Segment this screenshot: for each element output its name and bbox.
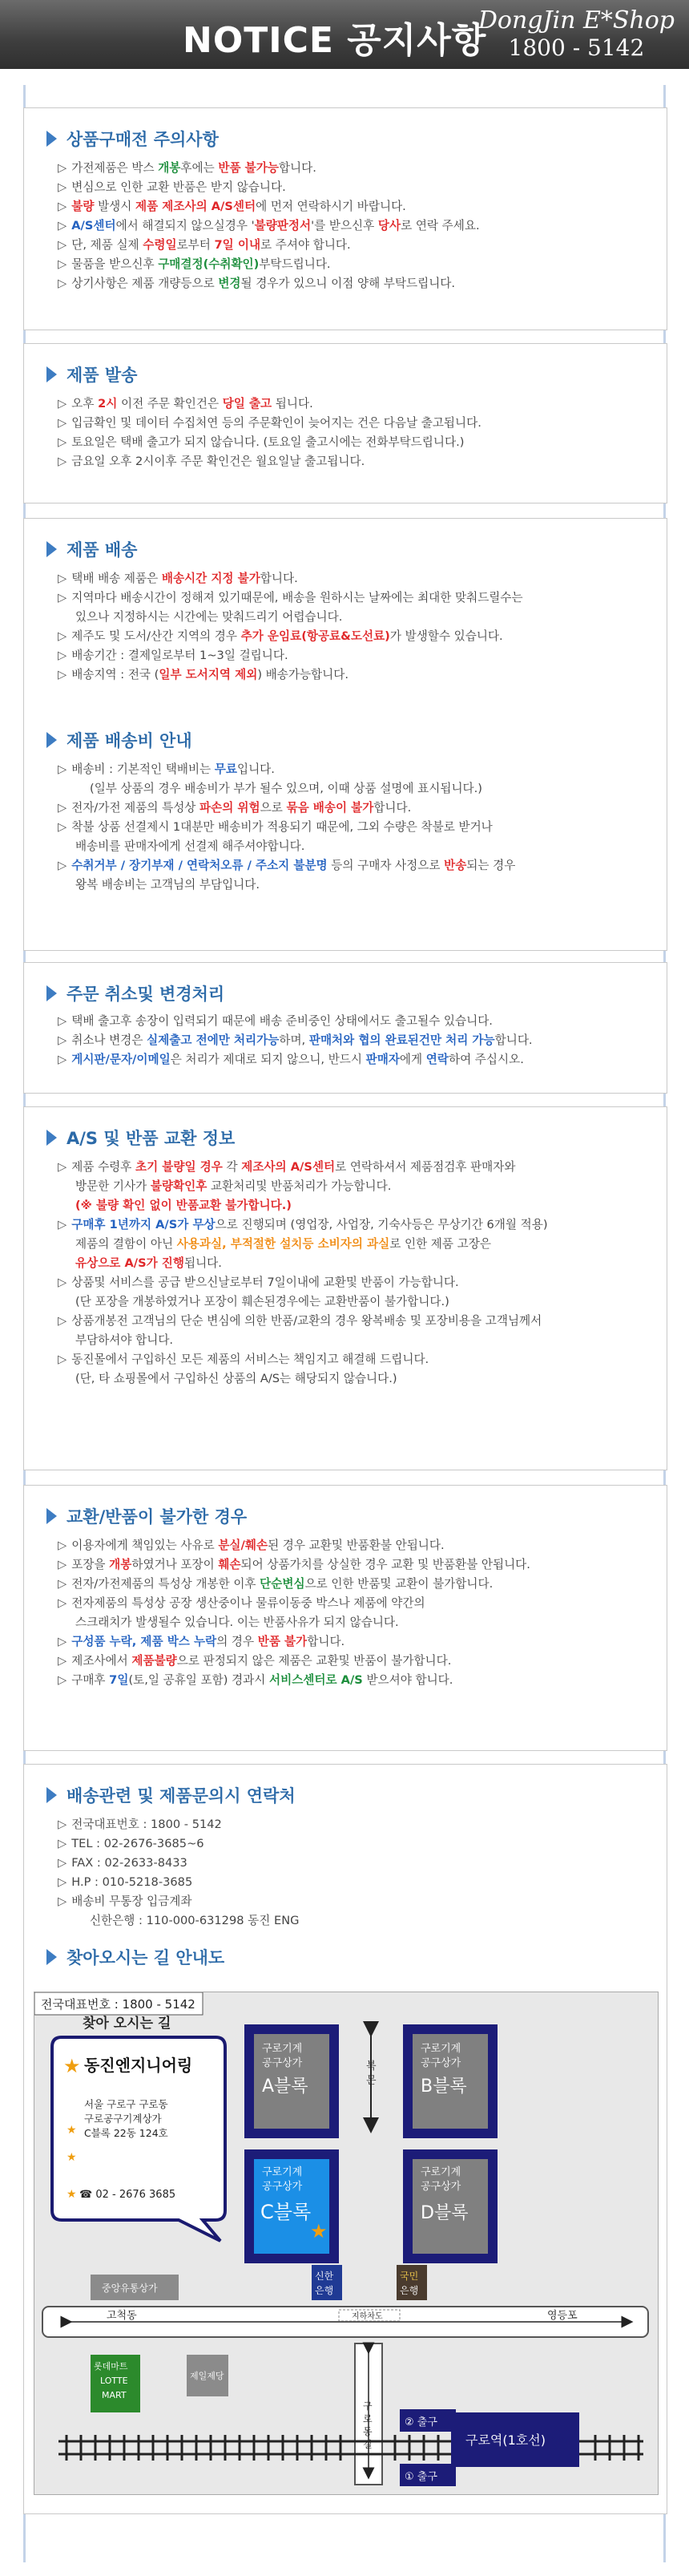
notice-text: 구매후 1년까지 A/S가 무상 [71,1218,216,1231]
notice-line [58,1350,548,1369]
notice-text: 하여 주십시오. [448,1053,524,1066]
notice-text: 서비스센터로 A/S [269,1673,363,1687]
notice-line [58,216,480,236]
notice-text: 배송비를 판매자에게 선결제 해주셔야합니다. [75,839,305,853]
star-icon: ★ [63,2055,81,2077]
notice-text: 사용과실, 부적절한 설치등 소비자의 과실 [176,1237,390,1251]
notice-line [58,1613,530,1632]
guro-road-label-1: 구 [363,2400,373,2412]
page-title: NOTICE 공지사항 [183,20,487,61]
notice-line [58,178,480,197]
bullet-arrow-icon: ▷ [58,1635,67,1648]
notice-text: 수령일 [143,238,177,252]
notice-text: 있으나 지정하시는 시간에는 맞춰드리기 어렵습니다. [75,610,343,624]
bullet-arrow-icon: ▷ [58,591,67,605]
notice-line [58,588,523,608]
road-label-yeongdeungpo: 영등포 [547,2310,578,2322]
block-a-small-1: 구로기계 [262,2043,303,2055]
bank-kookmin-label-2: 은행 [400,2285,419,2296]
small-star-icon: ★ [66,2124,77,2137]
map-phone-label: 전국대표번호 : 1800 - 5142 [41,1997,195,2012]
section-title-directions: 찾아오시는 길 안내도 [46,1945,224,1969]
notice-line [58,394,481,414]
bullet-arrow-icon: ▷ [58,180,67,194]
bullet-arrow-icon: ▷ [58,1875,67,1889]
notice-line [58,646,523,665]
notice-text: 으로 판정되지 않은 제품은 교환및 반품이 불가합니다. [176,1654,452,1668]
section-title-shipping-fee: 제품 배송비 안내 [46,728,192,752]
section-title-cancel: 주문 취소및 변경처리 [46,981,224,1005]
bank-kookmin-label-1: 국민 [400,2271,419,2282]
notice-text: 하였거나 포장이 [131,1558,219,1571]
notice-text: 입금확인 및 데이터 수집처연 등의 주문확인이 늦어지는 건은 다음날 출고됩니다. [71,416,481,430]
bullet-arrow-icon: ▷ [58,219,67,233]
triangle-icon [46,1787,57,1803]
notice-text: 반품 불가 [257,1635,308,1648]
section-lines-as [58,1158,548,1389]
notice-text: 전자/가전 제품의 특성상 [71,801,200,815]
notice-text: 가 발생할수 있습니다. [389,629,503,643]
notice-line [58,1235,548,1254]
notice-text: 합니다. [373,801,412,815]
notice-text: FAX : 02-2633-8433 [71,1856,187,1870]
bullet-arrow-icon: ▷ [58,1539,67,1552]
notice-line [58,1369,548,1389]
notice-text: 토요일은 택배 출고가 되지 않습니다. (토요일 출고시에는 전화부탁드립니다.) [71,435,465,449]
notice-line [58,1196,548,1215]
notice-text: A/S센터 [71,219,116,233]
bullet-arrow-icon: ▷ [58,1577,67,1591]
triangle-icon [46,1508,57,1524]
notice-line [58,452,481,471]
notice-line [58,569,523,588]
lotte-label-2: LOTTE [100,2376,128,2386]
bullet-arrow-icon: ▷ [58,572,67,585]
notice-text: 파손의 위험 [199,801,260,815]
notice-line [58,665,523,685]
company-name: 동진엔지니어링 [84,2056,193,2075]
notice-line [58,627,523,646]
bullet-arrow-icon: ▷ [58,629,67,643]
guro-road-label-3: 동 [363,2426,373,2437]
notice-text: 합니다. [307,1635,345,1648]
notice-line [58,1215,548,1235]
notice-text: 게시판/문자/이메일 [71,1053,171,1066]
bank-shinhan-label-1: 신한 [315,2271,334,2282]
notice-text: 되는 경우 [466,859,516,872]
notice-text: 동진몰에서 구입하신 모든 제품의 서비스는 책임지고 해결해 드립니다. [71,1353,429,1366]
notice-text: 합니다. [278,161,316,175]
bullet-arrow-icon: ▷ [58,859,67,872]
directions-map [34,1992,659,2495]
location-star-icon: ★ [310,2220,328,2242]
brand-phone: 1800 - 5142 [508,34,645,61]
notice-text: H.P : 010-5218-3685 [71,1875,193,1889]
header-bar [0,0,689,69]
bullet-arrow-icon: ▷ [58,1353,67,1366]
section-title-no-return: 교환/반품이 불가한 경우 [46,1504,247,1528]
notice-line [58,1575,530,1594]
notice-line [58,1292,548,1312]
notice-text: 변심으로 인한 교환 반품은 받지 않습니다. [71,180,286,194]
notice-text: 전자/가전제품의 특성상 개봉한 이후 [71,1577,260,1591]
bullet-arrow-icon: ▷ [58,238,67,252]
notice-text: 오후 [71,397,99,410]
notice-text: 취소나 변경은 [71,1033,147,1047]
notice-line [58,236,480,255]
company-address-1: 서울 구로구 구로동 [84,2098,168,2110]
notice-line [58,1555,530,1575]
notice-text: 합니다. [494,1033,533,1047]
notice-line [58,608,523,627]
notice-text: 지역마다 배송시간이 정해져 있기때문에, 배송을 원하시는 날짜에는 최대한 맞춰드릴수는 [71,591,523,605]
section-title-precautions: 상품구매전 주의사항 [46,127,219,151]
bullet-arrow-icon: ▷ [58,455,67,468]
bullet-arrow-icon: ▷ [58,416,67,430]
triangle-icon [46,1130,57,1146]
section-lines-dispatch [58,394,481,471]
notice-text: 됩니다. [183,1256,222,1270]
block-b-label: B블록 [421,2077,467,2097]
section-lines-cancel [58,1012,533,1070]
bullet-arrow-icon: ▷ [58,1160,67,1174]
notice-text: 7일 [109,1673,129,1687]
notice-line [58,1911,299,1931]
notice-text: 제품불량 [131,1654,177,1668]
bullet-arrow-icon: ▷ [58,762,67,776]
block-b-small-2: 공구상가 [421,2057,461,2069]
bullet-arrow-icon: ▷ [58,1856,67,1870]
bullet-arrow-icon: ▷ [58,820,67,834]
cheiljedang-label: 제일제당 [190,2371,224,2381]
notice-text: 불량확인후 [150,1179,208,1193]
bullet-arrow-icon: ▷ [58,1014,67,1028]
bullet-arrow-icon: ▷ [58,1033,67,1047]
notice-line [58,1012,533,1031]
notice-text: 배송비 무통장 입금계좌 [71,1895,192,1908]
notice-text: 배송기간 : 결제일로부터 1~3일 걸립니다. [71,649,288,662]
building-jungang-label: 중앙유통상가 [102,2283,158,2294]
notice-line [58,255,480,274]
company-address-2: 구로공구기계상가 [84,2113,162,2125]
north-gate-label-1: 북 [366,2060,377,2073]
notice-line [58,159,480,178]
notice-text: 등의 구매자 사정으로 [327,859,445,872]
block-d-small-2: 공구상가 [421,2181,461,2193]
notice-line [58,760,515,779]
notice-text: 물품을 받으신후 [71,257,159,271]
bullet-arrow-icon: ▷ [58,257,67,271]
section-lines-shipping-fee [58,760,515,895]
bullet-arrow-icon: ▷ [58,1895,67,1908]
block-c-small-2: 공구상가 [262,2181,303,2193]
underpass-label: 지하차도 [352,2312,383,2321]
section-lines-contact [58,1815,299,1931]
notice-text: 불량 [71,200,95,213]
block-c-label: C블록 [260,2201,312,2223]
brand-name: DongJin E*Shop [477,6,675,34]
section-lines-delivery [58,569,523,685]
notice-text: 묶음 배송이 불가 [286,801,374,815]
notice-text: TEL : 02-2676-3685~6 [71,1837,204,1850]
notice-line [58,1652,530,1671]
notice-line [58,1273,548,1292]
notice-line [58,837,515,856]
notice-text: 반품 불가능 [218,161,279,175]
notice-line [58,1892,299,1911]
notice-line [58,1050,533,1070]
notice-text: 배송비 : 기본적인 택배비는 [71,762,215,776]
directions-heading: 찾아 오시는 길 [83,2016,171,2032]
block-a-small-2: 공구상가 [262,2057,303,2069]
notice-text: 가전제품은 박스 [71,161,159,175]
bullet-arrow-icon: ▷ [58,1654,67,1668]
notice-text: 되어 상품가치를 상실한 경우 교환 및 반품환불 안됩니다. [240,1558,530,1571]
guro-road-label-2: 로 [363,2413,373,2424]
notice-text: 은 처리가 제대로 되지 않으니, 반드시 [170,1053,366,1066]
section-title-contact: 배송관련 및 제품문의시 연락처 [46,1783,296,1807]
bullet-arrow-icon: ▷ [58,668,67,681]
notice-text: 배송지역 : 전국 ( [71,668,159,681]
notice-text: 변경 [218,277,241,290]
bullet-arrow-icon: ▷ [58,1673,67,1687]
notice-text: 제조사의 A/S센터 [241,1160,336,1174]
lotte-label-3: MART [102,2390,127,2400]
notice-line [58,1031,533,1050]
notice-text: 로 주셔야 합니다. [260,238,351,252]
guro-station-label: 구로역(1호선) [465,2432,546,2448]
notice-text: (토,일 공휴일 포함) 경과시 [128,1673,269,1687]
notice-text: 금요일 오후 2시이후 주문 확인건은 월요일날 출고됩니다. [71,455,365,468]
notice-text: 개봉 [158,161,181,175]
bullet-arrow-icon: ▷ [58,1837,67,1850]
notice-line [58,799,515,818]
notice-line [58,274,480,293]
notice-text: 신한은행 : 110-000-631298 동진 ENG [90,1914,300,1927]
notice-text: 로 인한 제품 고장은 [389,1237,491,1251]
block-b-small-1: 구로기계 [421,2043,461,2055]
notice-line [58,1177,548,1196]
company-tel: ☎ 02 - 2676 3685 [79,2189,176,2201]
notice-text: 로부터 [176,238,215,252]
notice-line [58,433,481,452]
notice-text: 으로 [260,801,287,815]
notice-text: 받으셔야 합니다. [362,1673,453,1687]
notice-text: 실제출고 전에만 처리가능 [147,1033,280,1047]
notice-line [58,856,515,876]
notice-text: 으로 인한 반품및 교환이 불가합니다. [304,1577,494,1591]
notice-line [58,1331,548,1350]
triangle-icon [46,1949,57,1965]
notice-text: (단, 타 쇼핑몰에서 구입하신 상품의 A/S는 해당되지 않습니다.) [75,1372,397,1385]
notice-text: 유상으로 A/S가 진행 [75,1256,184,1270]
guro-road-label-4: 길 [363,2439,373,2450]
notice-text: 제주도 및 도서/산간 지역의 경우 [71,629,241,643]
bullet-arrow-icon: ▷ [58,277,67,290]
notice-line [58,1815,299,1834]
notice-text: 단, 제품 실제 [71,238,143,252]
exit-1-label: ① 출구 [405,2471,437,2483]
notice-text: 제조사에서 [71,1654,132,1668]
notice-text: 개봉 [109,1558,132,1571]
notice-text: 스크래치가 발생될수 있습니다. 이는 반품사유가 되지 않습니다. [75,1616,399,1629]
small-star-icon: ★ [66,2188,77,2201]
notice-text: 연락 [425,1053,449,1066]
notice-text: 하며, [279,1033,309,1047]
notice-line [58,818,515,837]
notice-text: 분실/훼손 [218,1539,268,1552]
bullet-arrow-icon: ▷ [58,1818,67,1831]
notice-text: ) 배송가능합니다. [257,668,349,681]
bank-shinhan-label-2: 은행 [315,2285,334,2296]
notice-text: 훼손 [218,1558,241,1571]
company-address-3: C블록 22동 124호 [84,2127,168,2139]
notice-text: 7일 이내 [214,238,261,252]
notice-line [58,1854,299,1873]
notice-line [58,1834,299,1854]
notice-line [58,779,515,799]
notice-text: 방문한 기사가 [75,1179,151,1193]
notice-text: (일부 상품의 경우 배송비가 부가 될수 있으며, 이때 상품 설명에 표시됩니다.) [90,782,482,795]
bullet-arrow-icon: ▷ [58,200,67,213]
notice-text: 로 연락하셔서 제품점검후 판매자와 [335,1160,516,1174]
notice-text: 으로 진행되며 (영업장, 사업장, 기숙사등은 무상기간 6개월 적용) [215,1218,548,1231]
notice-text: 당일 출고 [222,397,272,410]
notice-text: 반송 [444,859,467,872]
notice-text: 제품 제조사의 A/S센터 [135,200,256,213]
notice-text: 2시 [98,397,118,410]
notice-line [58,197,480,216]
notice-text: 부탁드립니다. [259,257,331,271]
notice-text: 무료 [214,762,237,776]
notice-text: 각 [222,1160,242,1174]
notice-text: 입니다. [236,762,275,776]
bullet-arrow-icon: ▷ [58,1218,67,1231]
small-star-icon: ★ [66,2151,77,2164]
notice-text: 된 경우 교환및 반품환불 안됩니다. [268,1539,445,1552]
notice-text: 배송시간 지정 불가 [161,572,260,585]
map-svg [34,1992,658,2494]
notice-line [58,1254,548,1273]
brand-logo [478,6,675,61]
section-title-dispatch: 제품 발송 [46,362,137,386]
notice-line [58,1536,530,1555]
notice-text: 전자제품의 특성상 공장 생산중이나 물류이동중 박스나 제품에 약간의 [71,1596,425,1610]
notice-text: 상품개봉전 고객님의 단순 변심에 의한 반품/교환의 경우 왕복배송 및 포장비용을 고객님께서 [71,1314,542,1328]
notice-text: 됩니다. [272,397,313,410]
section-lines-precautions [58,159,480,293]
lotte-label-1: 롯데마트 [94,2361,128,2372]
notice-text: 에 먼저 연락하시기 바랍니다. [256,200,406,213]
notice-text: 초기 불량일 경우 [135,1160,223,1174]
bullet-arrow-icon: ▷ [58,1596,67,1610]
bullet-arrow-icon: ▷ [58,1276,67,1289]
block-c-small-1: 구로기계 [262,2166,303,2178]
notice-line [58,1873,299,1892]
bullet-arrow-icon: ▷ [58,1558,67,1571]
notice-text: 제품의 결함이 아닌 [75,1237,177,1251]
notice-text: 교환처리및 반품처리가 가능합니다. [207,1179,392,1193]
notice-text: 착불 상품 선결제시 1대분만 배송비가 적용되기 때문에, 그외 수량은 착불로 받거나 [71,820,493,834]
bullet-arrow-icon: ▷ [58,1053,67,1066]
notice-text: 단순변심 [260,1577,305,1591]
notice-text: 에게 [399,1053,426,1066]
notice-line [58,1594,530,1613]
exit-2-label: ② 출구 [405,2416,437,2428]
notice-text: (※ 불량 확인 없이 반품교환 불가합니다.) [75,1199,292,1212]
notice-text: 택배 출고후 송장이 입력되기 때문에 배송 준비중인 상태에서도 출고될수 있습니다. [71,1014,493,1028]
bullet-arrow-icon: ▷ [58,161,67,175]
notice-text: '를 받으신후 [311,219,378,233]
notice-text: 로 연락 주세요. [401,219,480,233]
notice-text: 판매자 [365,1053,400,1066]
north-gate-label-2: 문 [366,2075,377,2087]
notice-text: 에서 해결되지 않으실경우 ' [115,219,255,233]
bullet-arrow-icon: ▷ [58,1314,67,1328]
notice-text: 구매후 [71,1673,110,1687]
notice-text: 왕복 배송비는 고객님의 부담입니다. [75,878,260,892]
notice-text: 상기사항은 제품 개량등으로 [71,277,219,290]
bullet-arrow-icon: ▷ [58,435,67,449]
notice-line [58,1671,530,1690]
notice-text: 의 경우 [216,1635,258,1648]
notice-text: 구성품 누락, 제품 박스 누락 [71,1635,217,1648]
notice-text: 후에는 [180,161,219,175]
bullet-arrow-icon: ▷ [58,649,67,662]
notice-line [58,1312,548,1331]
notice-text: 당사 [377,219,401,233]
notice-text: 합니다. [260,572,298,585]
block-d-label: D블록 [421,2203,469,2223]
notice-text: 포장을 [71,1558,110,1571]
notice-text: 판매처와 협의 완료된건만 처리 가능 [308,1033,495,1047]
triangle-icon [46,366,57,382]
road-label-gocheok: 고척동 [107,2310,137,2322]
notice-text: (단 포장을 개봉하였거나 포장이 훼손된경우에는 교환반품이 불가합니다.) [75,1295,449,1308]
notice-text: 상품및 서비스를 공급 받으신날로부터 7일이내에 교환및 반품이 가능합니다. [71,1276,459,1289]
section-lines-no-return [58,1536,530,1690]
triangle-icon [46,985,57,1001]
notice-line [58,414,481,433]
section-title-as: A/S 및 반품 교환 정보 [46,1126,235,1150]
block-a-label: A블록 [262,2077,308,2097]
notice-line [58,1632,530,1652]
bullet-arrow-icon: ▷ [58,397,67,410]
triangle-icon [46,131,57,147]
notice-text: 제품 수령후 [71,1160,136,1174]
notice-text: 일부 도서지역 제외 [159,668,258,681]
notice-text: 발생시 [94,200,136,213]
triangle-icon [46,732,57,748]
notice-text: 전국대표번호 : 1800 - 5142 [71,1818,222,1831]
notice-text: 부담하셔야 합니다. [75,1333,174,1347]
notice-line [58,876,515,895]
notice-text: 불량판정서 [254,219,312,233]
notice-text: 추가 운임료(항공료&도선료) [240,629,390,643]
notice-text: 택배 배송 제품은 [71,572,162,585]
section-title-delivery: 제품 배송 [46,537,137,561]
notice-text: 이전 주문 확인건은 [117,397,223,410]
notice-text: 이용자에게 책임있는 사유로 [71,1539,219,1552]
notice-text: 구매결정(수취확인) [158,257,260,271]
notice-text: 될 경우가 있으니 이점 양해 부탁드립니다. [240,277,456,290]
bullet-arrow-icon: ▷ [58,801,67,815]
notice-text: 수취거부 / 장기부재 / 연락처오류 / 주소지 불분명 [71,859,328,872]
triangle-icon [46,541,57,557]
notice-line [58,1158,548,1177]
block-d-small-1: 구로기계 [421,2166,461,2178]
